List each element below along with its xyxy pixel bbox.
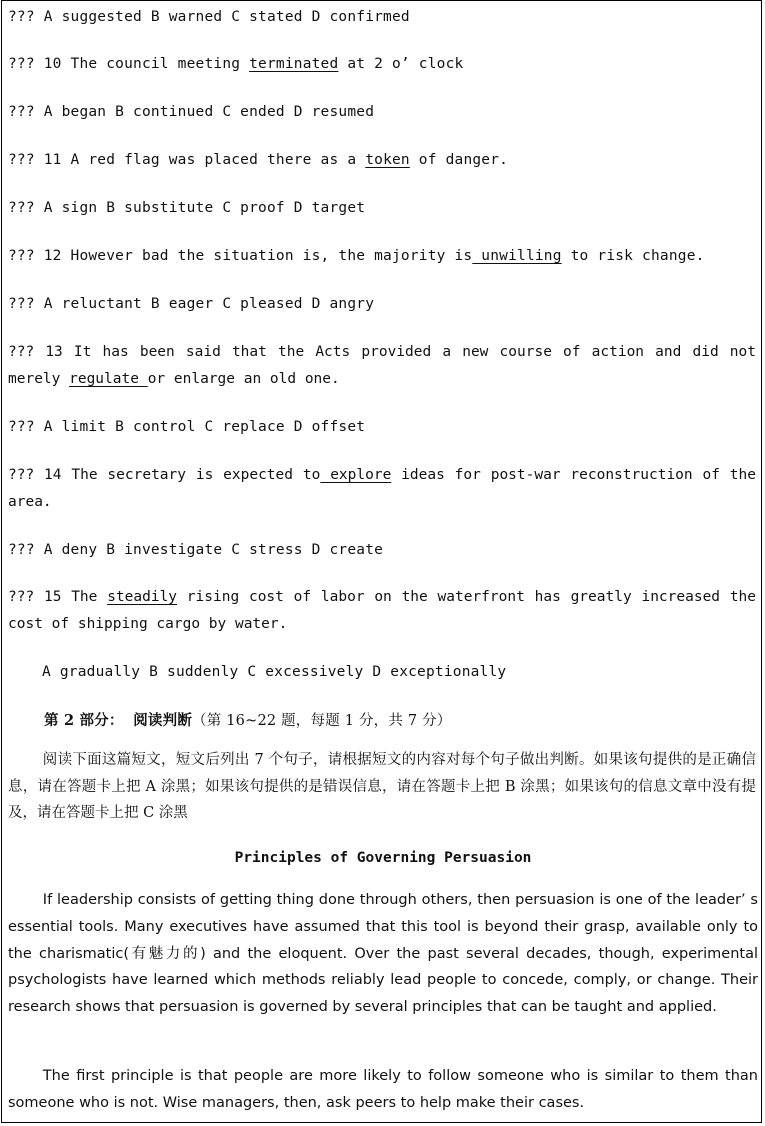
q11-options: ??? A sign B substitute C proof D target bbox=[8, 200, 366, 216]
q11-target-word: token bbox=[365, 152, 410, 168]
passage-paragraph-2: The first principle is that people are more likely to follow someone who is similar to them than someone who is not. Wise managers, then, ask peers to help make their cases. bbox=[8, 1068, 758, 1111]
q14-target-word: explore bbox=[320, 467, 392, 483]
q9-options: ??? A suggested B warned C stated D confirmed bbox=[8, 9, 410, 25]
q12-stem-pre: ??? 12 However bad the situation is, the majority is bbox=[8, 248, 473, 264]
passage-title: Principles of Governing Persuasion bbox=[234, 850, 532, 866]
passage-paragraph-1: If leadership consists of getting thing done through others, then persuasion is one of the leader’ s essential tools. Many executives have assumed that this tool is beyond their grasp, available only to the charismatic(有魅力的) and the eloquent. Over the past several decades, though, experimental psychologists have learned which methods reliably lead people to concede, comply, or change. Their research shows that persuasion is governed by several principles that can be taught and applied. bbox=[8, 892, 758, 1016]
part2-heading bbox=[44, 707, 452, 735]
q12-stem-post: to risk change. bbox=[561, 248, 705, 264]
q12-options: ??? A reluctant B eager C pleased D angry bbox=[8, 296, 375, 312]
q13-stem-pre: ??? 13 It has been said that the Acts provided a new course of action and did not merely bbox=[8, 344, 756, 387]
question-12 bbox=[8, 243, 705, 270]
q10-stem-pre: ??? 10 The council meeting bbox=[8, 56, 250, 72]
q14-stem-pre: ??? 14 The secretary is expected to bbox=[8, 467, 321, 483]
q13-target-word: regulate bbox=[69, 371, 148, 387]
part2-detail: （第 16~22 题，每题 1 分，共 7 分） bbox=[192, 713, 452, 729]
q10-options: ??? A began B continued C ended D resumed bbox=[8, 104, 375, 120]
q13-options: ??? A limit B control C replace D offset bbox=[8, 419, 366, 435]
part2-label: 第 2 部分： bbox=[44, 712, 124, 729]
q15-options: A gradually B suddenly C excessively D exceptionally bbox=[42, 664, 507, 680]
question-10 bbox=[8, 51, 463, 78]
question-15 bbox=[8, 584, 756, 638]
q14-options: ??? A deny B investigate C stress D create bbox=[8, 542, 384, 558]
q12-target-word: unwilling bbox=[472, 248, 562, 264]
q11-stem-post: of danger. bbox=[409, 152, 509, 168]
part2-instructions: 阅读下面这篇短文，短文后列出 7 个句子，请根据短文的内容对每个句子做出判断。如果该句提供的是正确信息，请在答题卡上把 A 涂黑；如果该句提供的是错误信息，请在答题卡上把 B 涂黑；如果该句的信息文章中没有提及，请在答题卡上把 C 涂黑 bbox=[8, 752, 756, 822]
q15-stem-post: rising cost of labor on the waterfront has greatly increased the cost of shipping cargo by water. bbox=[8, 589, 757, 632]
part2-title: 阅读判断 bbox=[133, 712, 193, 729]
question-14 bbox=[8, 462, 756, 516]
q14-stem-post: ideas for post-war reconstruction of the area. bbox=[8, 467, 756, 510]
q13-stem-post: or enlarge an old one. bbox=[147, 371, 340, 387]
q15-target-word: steadily bbox=[107, 589, 178, 605]
question-11 bbox=[8, 147, 508, 174]
q15-stem-pre: ??? 15 The bbox=[8, 589, 108, 605]
q11-stem-pre: ??? 11 A red flag was placed there as a bbox=[8, 152, 366, 168]
q10-stem-post: at 2 o’ clock bbox=[338, 56, 464, 72]
question-13 bbox=[8, 339, 756, 393]
q10-target-word: terminated bbox=[249, 56, 339, 72]
